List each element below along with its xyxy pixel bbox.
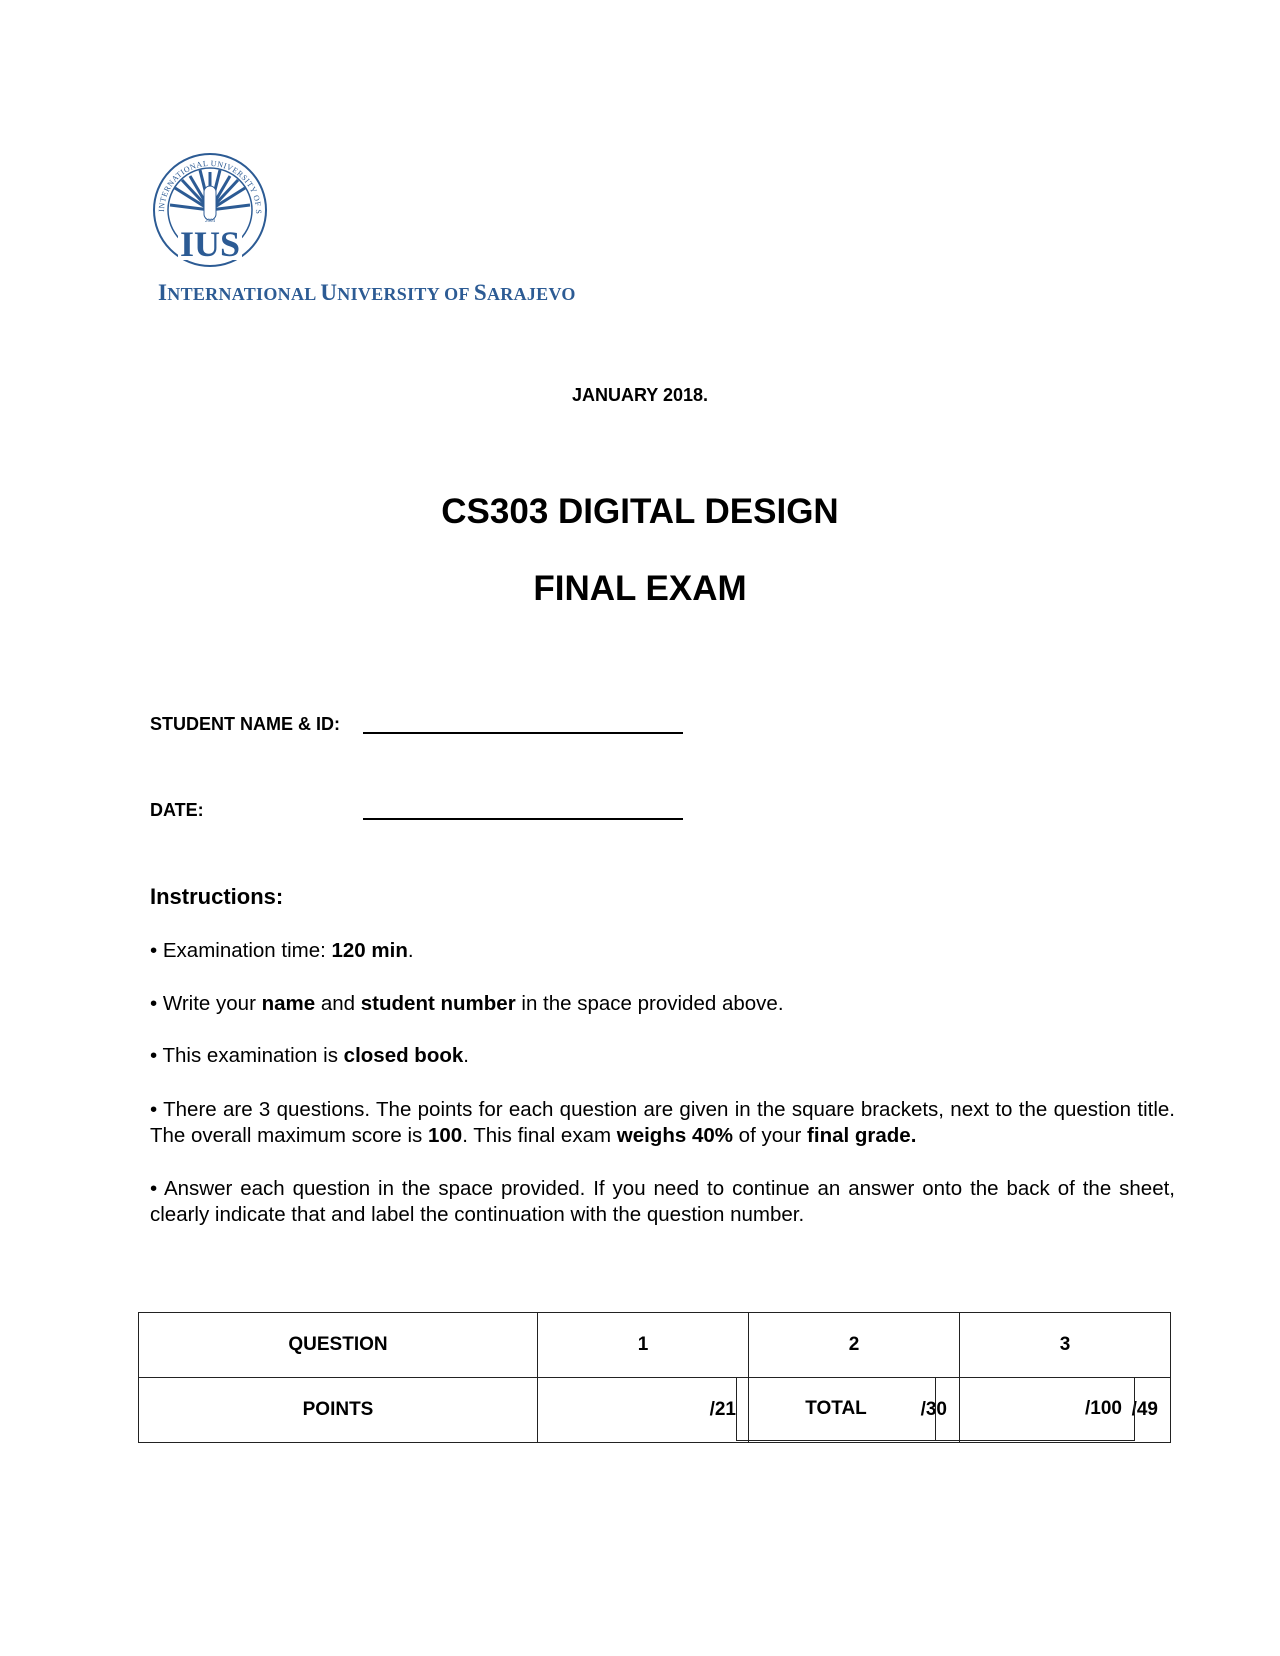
- instruction-bold-text: final grade.: [807, 1124, 917, 1147]
- instruction-text: • Write your: [150, 992, 262, 1015]
- instruction-text: and: [315, 992, 361, 1015]
- instruction-item-1: [150, 938, 1175, 964]
- question-3-header: 3: [960, 1313, 1171, 1378]
- instruction-text: in the space provided above.: [515, 992, 784, 1015]
- question-3-points: /49: [960, 1378, 1171, 1443]
- student-name-label: STUDENT NAME & ID:: [150, 714, 340, 734]
- uni-name-rest-1: NTERNATIONAL: [167, 284, 321, 304]
- exam-title: FINAL EXAM: [533, 569, 747, 608]
- date-label: DATE:: [150, 800, 204, 820]
- logo-seal-icon: [150, 150, 270, 272]
- exam-date: JANUARY 2018.: [571, 385, 709, 405]
- instruction-text: • Answer each question in the space provided. If you need to continue an answer onto the back of the sheet, clearly indicate that and label the continuation with the question number.: [150, 1177, 1175, 1226]
- question-header: QUESTION: [139, 1313, 538, 1378]
- university-logo: [150, 150, 270, 272]
- instruction-item-3: [150, 1043, 1175, 1069]
- instruction-bold-text: closed book: [343, 1044, 464, 1067]
- logo-text: IUS: [179, 224, 241, 264]
- student-name-line: [363, 732, 683, 734]
- total-row: [737, 1378, 1135, 1441]
- university-name: [158, 280, 576, 306]
- question-1-header: 1: [538, 1313, 749, 1378]
- uni-name-rest-2: NIVERSITY OF: [337, 284, 474, 304]
- total-table: [736, 1377, 1135, 1441]
- uni-name-cap-1: I: [158, 280, 168, 305]
- instructions-title: Instructions:: [150, 884, 284, 909]
- uni-name-cap-3: S: [473, 280, 487, 305]
- instruction-bold-text: 100: [427, 1124, 463, 1147]
- points-header: POINTS: [139, 1378, 538, 1443]
- course-title: CS303 DIGITAL DESIGN: [441, 492, 839, 531]
- instruction-text: of your: [732, 1124, 808, 1147]
- instruction-item-4: [150, 1097, 1175, 1149]
- instruction-bold-text: name: [261, 992, 316, 1015]
- instruction-text: • There are 3 questions. The points for each question are given in the square brackets, next to the question title. The overall maximum score is: [150, 1098, 1175, 1147]
- logo-year: 2004: [205, 219, 215, 224]
- total-label: TOTAL: [737, 1378, 936, 1441]
- instruction-bold-text: weighs 40%: [616, 1124, 733, 1147]
- instruction-item-5: [150, 1176, 1175, 1228]
- total-value: /100: [936, 1378, 1135, 1441]
- instruction-text: .: [463, 1044, 469, 1067]
- question-2-points: /30: [749, 1378, 960, 1443]
- instruction-bold-text: student number: [360, 992, 516, 1015]
- uni-name-rest-3: ARAJEVO: [486, 284, 576, 304]
- instruction-text: . This final exam: [462, 1124, 617, 1147]
- instruction-bold-text: 120 min: [331, 939, 408, 962]
- question-row: [139, 1313, 1171, 1378]
- instruction-text: • Examination time:: [150, 939, 332, 962]
- question-1-points: /21: [538, 1378, 749, 1443]
- date-line: [363, 818, 683, 820]
- question-2-header: 2: [749, 1313, 960, 1378]
- logo-ring-text: INTERNATIONAL UNIVERSITY OF S: [156, 158, 264, 215]
- instruction-text: • This examination is: [150, 1044, 344, 1067]
- instruction-item-2: [150, 991, 1175, 1017]
- uni-name-cap-2: U: [320, 280, 338, 305]
- instruction-text: .: [407, 939, 414, 962]
